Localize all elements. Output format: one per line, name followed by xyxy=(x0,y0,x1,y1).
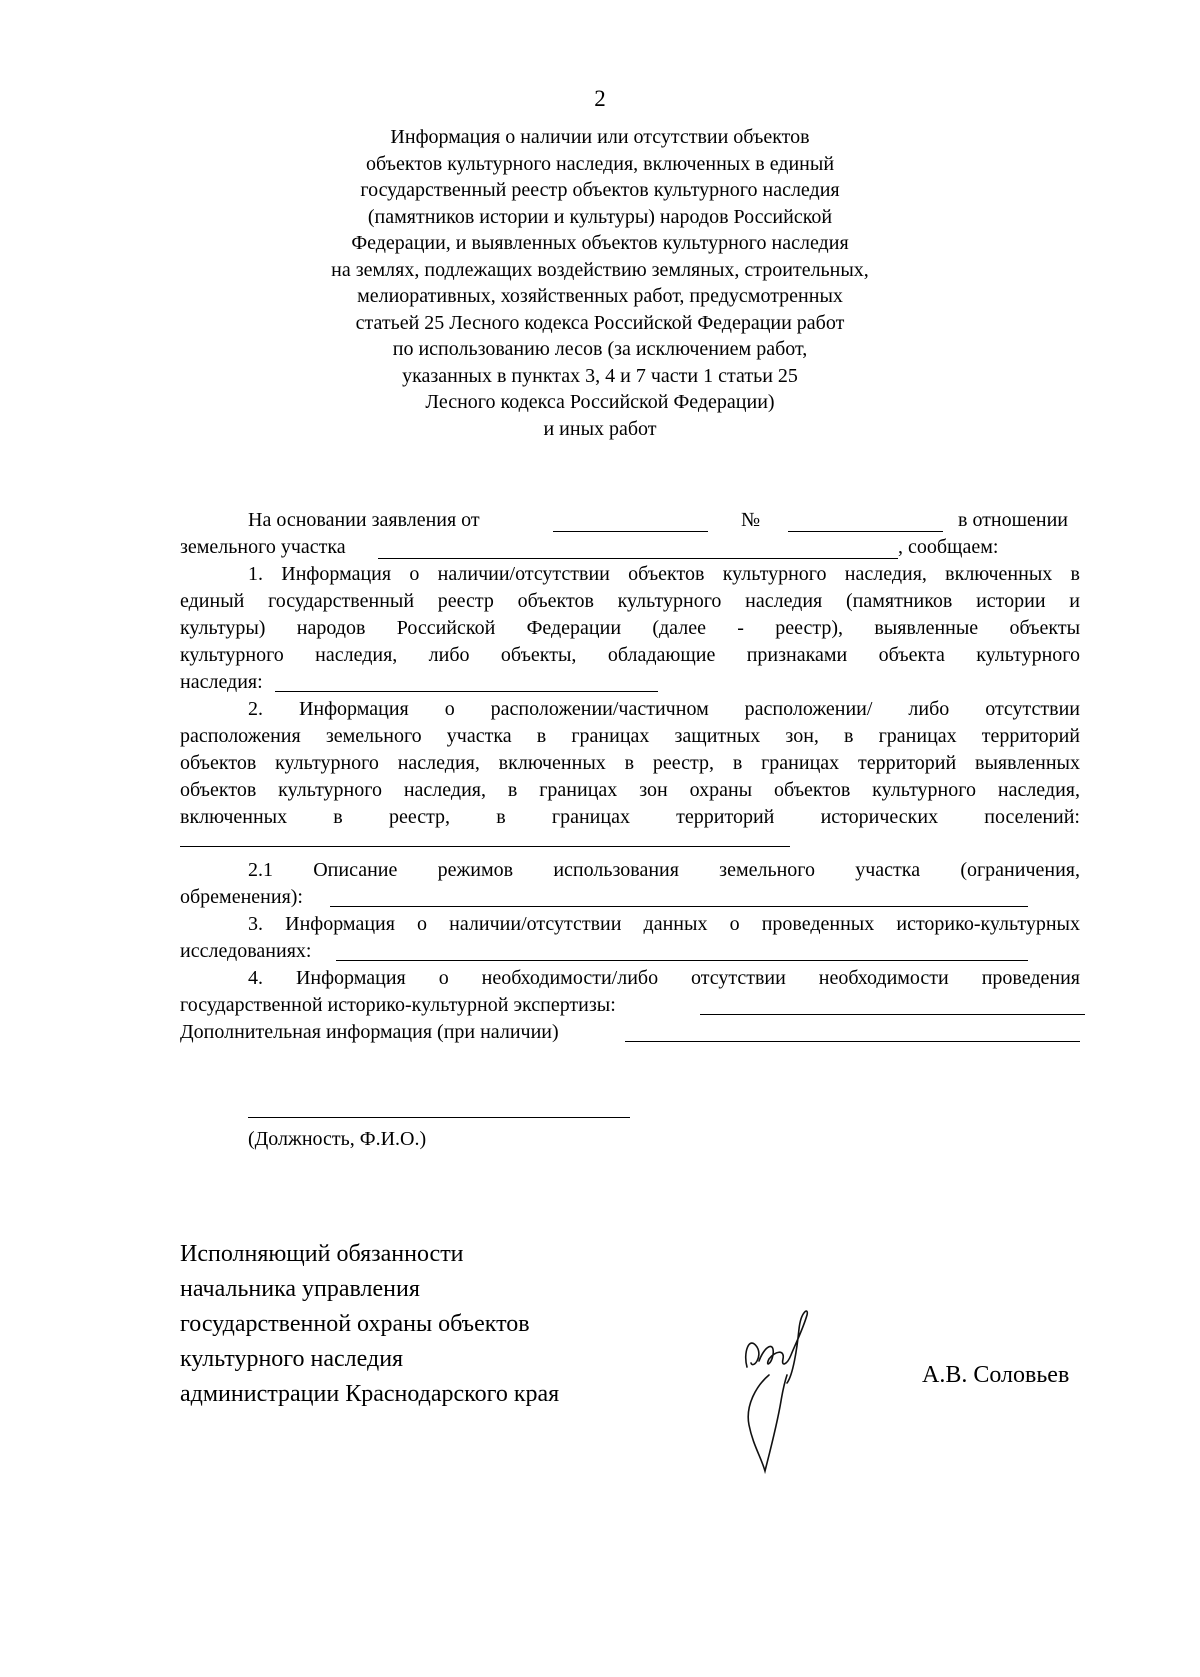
page-number: 2 xyxy=(594,86,606,111)
title-line: мелиоративных, хозяйственных работ, предусмотренных xyxy=(357,285,843,307)
signatory-line: культурного наследия xyxy=(180,1346,404,1372)
item1-line: 1. Информация о наличии/отсутствии объектов культурного наследия, включенных в xyxy=(248,563,1080,585)
land-plot-field[interactable] xyxy=(378,558,898,559)
application-date-field[interactable] xyxy=(553,531,708,532)
title-line: объектов культурного наследия, включенных в единый xyxy=(365,152,835,175)
item2-line: объектов культурного наследия, включенных в реестр, в границах территорий выявленных xyxy=(180,752,1080,774)
title-line: и иных работ xyxy=(543,417,657,440)
item4-label: государственной историко-культурной экспертизы: xyxy=(180,994,616,1016)
item1-label: наследия: xyxy=(180,671,263,693)
position-name-field[interactable] xyxy=(248,1117,630,1118)
additional-info-field[interactable] xyxy=(625,1041,1080,1042)
intro-regarding: в отношении xyxy=(958,509,1069,531)
item4-field[interactable] xyxy=(700,1014,1085,1015)
title-line: государственный реестр объектов культурного наследия xyxy=(360,179,840,201)
document-title xyxy=(0,124,1200,442)
intro-report: , сообщаем: xyxy=(898,536,999,558)
intro-land-plot: земельного участка xyxy=(180,536,346,558)
item4-line: 4. Информация о необходимости/либо отсутствии необходимости проведения xyxy=(248,967,1080,989)
title-line: (памятников истории и культуры) народов Российской xyxy=(367,205,833,228)
additional-info-label: Дополнительная информация (при наличии) xyxy=(180,1021,559,1043)
item3-line: 3. Информация о наличии/отсутствии данных о проведенных историко-культурных xyxy=(248,913,1080,935)
item2-line: 2. Информация о расположении/частичном расположении/ либо отсутствии xyxy=(248,698,1080,720)
title-line: Федерации, и выявленных объектов культурного наследия xyxy=(351,232,849,254)
item1-line: культурного наследия, либо объекты, обладающие признаками объекта культурного xyxy=(180,644,1080,666)
item2-field[interactable] xyxy=(180,846,790,847)
item2-line: включенных в реестр, в границах территорий исторических поселений: xyxy=(180,806,1080,828)
title-line: по использованию лесов (за исключением работ, xyxy=(392,338,808,360)
signatory-line: государственной охраны объектов xyxy=(180,1311,530,1337)
title-line: статьей 25 Лесного кодекса Российской Федерации работ xyxy=(355,311,845,334)
handwritten-signature xyxy=(735,1305,845,1475)
signatory-line: начальника управления xyxy=(180,1276,420,1302)
item3-label: исследованиях: xyxy=(180,940,312,962)
signatory-title xyxy=(180,1237,559,1412)
item3-field[interactable] xyxy=(336,960,1028,961)
title-line: указанных в пунктах 3, 4 и 7 части 1 статьи 25 xyxy=(402,364,798,387)
signatory-line: Исполняющий обязанности xyxy=(180,1241,464,1267)
title-line: Лесного кодекса Российской Федерации) xyxy=(425,391,775,413)
position-caption: (Должность, Ф.И.О.) xyxy=(248,1128,427,1150)
item1-line: культуры) народов Российской Федерации (далее - реестр), выявленные объекты xyxy=(180,617,1080,639)
title-line: на землях, подлежащих воздействию земляных, строительных, xyxy=(331,258,869,281)
signatory-line: администрации Краснодарского края xyxy=(180,1381,560,1407)
item1-line: единый государственный реестр объектов культурного наследия (памятников истории и xyxy=(180,590,1080,612)
item2-line: расположения земельного участка в границах защитных зон, в границах территорий xyxy=(180,725,1080,747)
item2-1-line: 2.1 Описание режимов использования земельного участка (ограничения, xyxy=(248,859,1080,881)
item2-1-label: обременения): xyxy=(180,886,303,908)
item2-line: объектов культурного наследия, в границах зон охраны объектов культурного наследия, xyxy=(180,779,1080,801)
item1-field[interactable] xyxy=(275,691,658,692)
title-line: Информация о наличии или отсутствии объектов xyxy=(390,126,810,148)
item2-1-field[interactable] xyxy=(330,906,1028,907)
intro-on-basis: На основании заявления от xyxy=(248,509,480,531)
signatory-name: А.В. Соловьев xyxy=(922,1362,1070,1388)
application-number-field[interactable] xyxy=(788,531,943,532)
number-sign: № xyxy=(741,509,761,531)
